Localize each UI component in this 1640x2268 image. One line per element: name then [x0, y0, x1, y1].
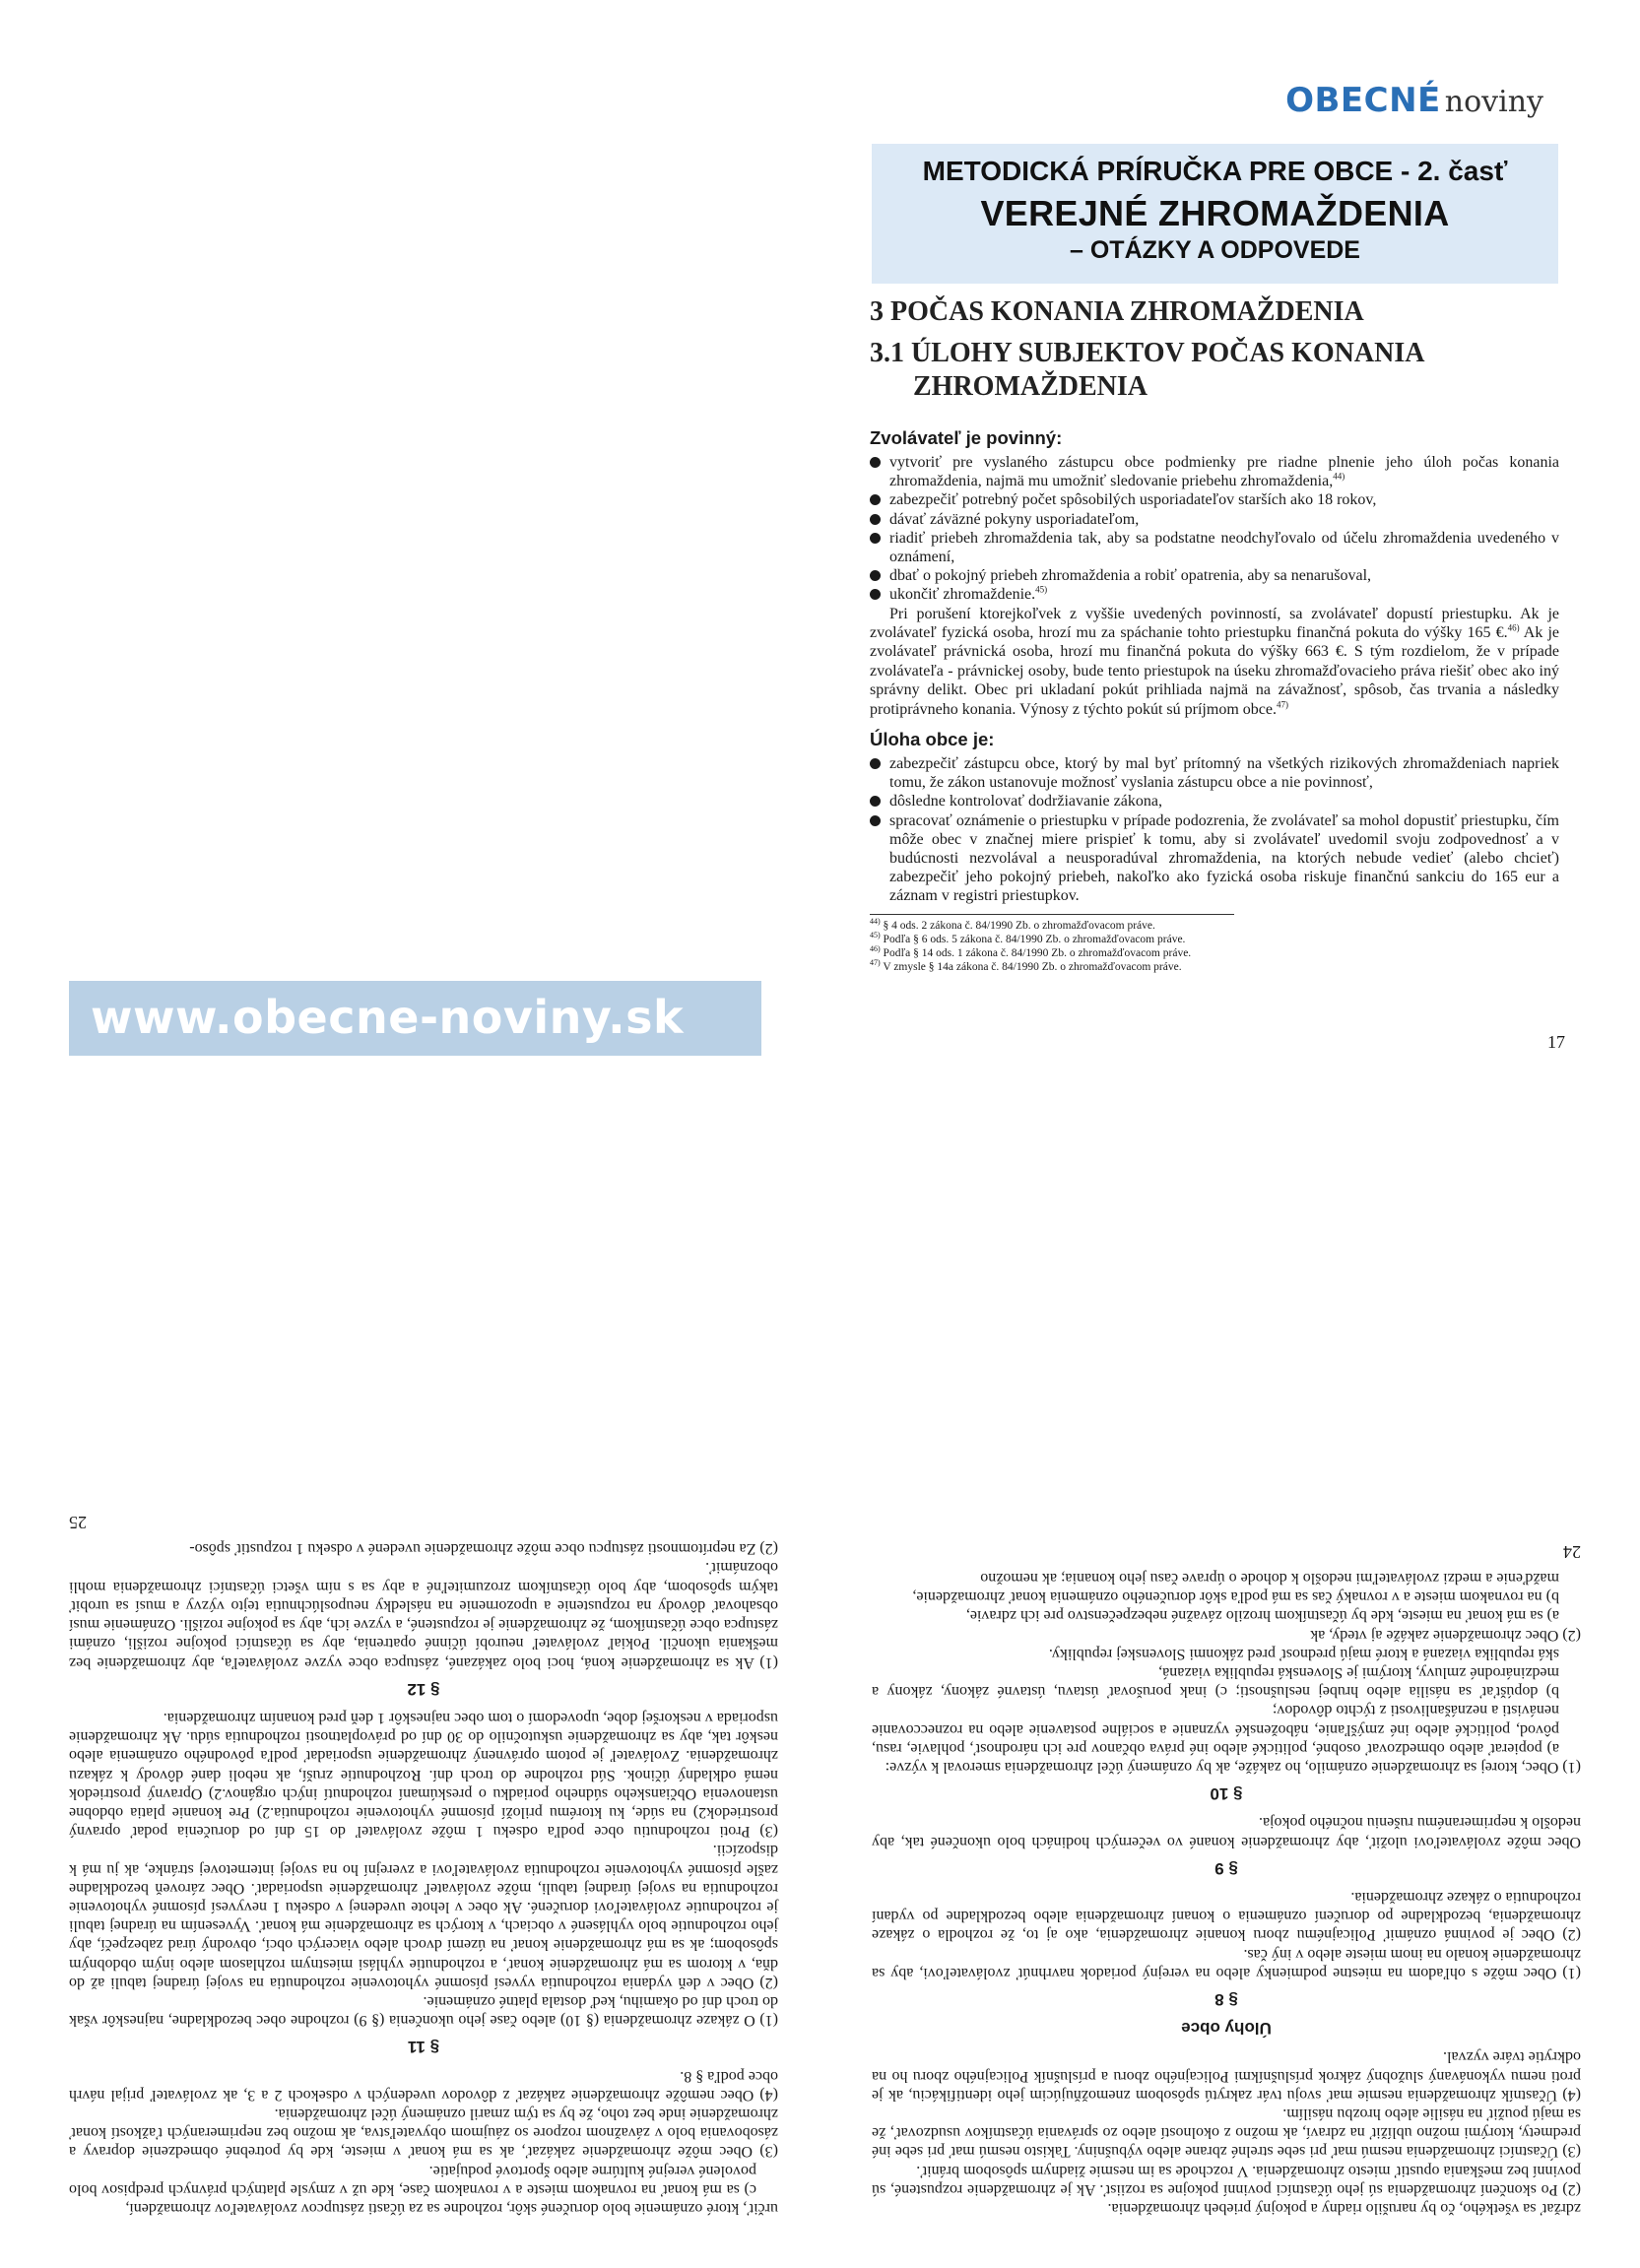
text-line: (2) Obec je povinná oznámiť Policajnému zboru konanie zhromaždenia, ako aj to, že rozhodla o zákaze zhromaždenia, bezodkladne po doručení oznámenia o konaní zhromaždenia alebo bezodkladne po vydaní rozhodnutia o zákaze zhromaždenia.: [872, 1888, 1581, 1944]
upside-down-page-24: [872, 1194, 1581, 2218]
section-mark-8: § 8: [1214, 1989, 1238, 2009]
text-line: c) sa má konať na rovnakom mieste a v rovnakom čase, kde už v zmysle platných právnych predpisov bolo povolené verejné kultúrne alebo športové podujatie.: [69, 2162, 756, 2198]
section-mark-12: § 12: [407, 1679, 440, 1699]
list-item: dbať o pokojný priebeh zhromaždenia a robiť opatrenia, aby sa nenarušoval,: [870, 566, 1559, 585]
section-heading: [870, 337, 1559, 404]
logo-part-noviny: noviny: [1444, 85, 1543, 119]
page-number-24: 24: [1563, 1541, 1581, 1562]
text-line: (2) Za neprítomnosti zástupcu obce môže zhromaždenie uvedené v odseku 1 rozpustiť spôso-: [189, 1540, 778, 1558]
series-title: METODICKÁ PRÍRUČKA PRE OBCE - 2. časť: [922, 156, 1508, 186]
text-line: (3) Proti rozhodnutiu obce podľa odseku 1 môže zvolávateľ do 15 dní od doručenia podať opravný prostriedok2) na súde, ku ktorému priloží písomné vyhotovenie rozhodnutia.2) Pre konanie platia obdobne ustanovenia Občianskeho súdneho poriadku o preskúmaní rozhodnutí iných orgánov.2) Opravný prostriedok nemá odkladný účinok. Súd rozhodne do troch dní. Rozhodnutie zruší, ak neboli dané dôvody k zákazu zhromaždenia. Zvolávateľ je potom oprávnený zhromaždenie usporiadať podľa pôvodného oznámenia alebo neskôr tak, aby sa zhromaždenie uskutočnilo do 30 dní od právoplatnosti rozhodnutia súdu. Ak zhromaždenie usporiada v neskoršej dobe, upovedomí o tom obec najneskôr 1 deň pred konaním zhromaždenia.: [69, 1709, 778, 1841]
text-line: (2) Obec v deň vydania rozhodnutia vyvesí písomné vyhotovenie rozhodnutia na svojej úradnej tabuli až do dňa, v ktorom sa má zhromaždenie konať, a rozhodnutie vyhlási miestnym rozhlasom alebo iným obdobným spôsobom; ak sa má zhromaždenie konať na území dvoch alebo viacerých obcí, obvodný úrad zabezpečí, aby jeho rozhodnutie bolo vyhlásené v obciach, v ktorých sa zhromaždenie má konať. Vyvesením na úradnej tabuli je rozhodnutie zvolávateľovi doručené. Ak obec v lehote uvedenej v odseku 1 nevyvesí písomné vyhotovenie rozhodnutia na svojej úradnej tabuli, môže zvolávateľ zhromaždenie usporiadať. Obec zároveň bezodkladne zašle písomné vyhotovenie rozhodnutia zvolávateľovi a zverejní ho na svojej internetovej stránke, ak ju má k dispozícii.: [69, 1842, 778, 1991]
text-line: (2) Po skončení zhromaždenia sú jeho účastníci povinní pokojne sa roziisť. Ak je zhromaždenie rozpustené, sú povinní bez meškania opustiť miesto zhromaždenia. V rozchode sa im nesmie žiadnym spôsobom brániť.: [872, 2162, 1581, 2198]
upside-down-page-25: [69, 1194, 778, 2218]
page-number-25: 25: [69, 1513, 87, 1533]
masthead-logo: [1285, 81, 1543, 120]
footnote: $^{47)}$ V zmysle § 14a zákona č. 84/1990 Zb. o zhromažďovacom práve.: [870, 957, 1182, 973]
text-line: b) dopúšťať sa násilia alebo hrubej neslušnosti; c) inak porušovať ústavu, ústavné zákony, zákony a medzinárodné zmluvy, ktorými je Slovenská republika viazaná,: [872, 1663, 1559, 1701]
text-line: Obec môže zvolávateľovi uložiť, aby zhromaždenie konané vo večerných hodinách bolo ukončené tak, aby nedošlo k neprimeranému rušeniu nočného pokoja.: [872, 1814, 1581, 1850]
page-number-17: 17: [1547, 1032, 1565, 1052]
section-mark-11: § 11: [407, 2038, 440, 2057]
text-line: a) popierať alebo obmedzovať osobné, politické alebo iné práva občanov pre ich národnosť, pohlavie, rasu, pôvod, politické alebo iné zmýšľanie, náboženské vyznanie a sociálne postavenie alebo na rozneccovanie nenávisti a neznášanlivosti z týchto dôvodov;: [872, 1702, 1559, 1757]
website-url[interactable]: www.obecne-noviny.sk: [91, 991, 685, 1044]
subheading-ulohy-obce: Úlohy obce: [1181, 2019, 1272, 2039]
text-line: (1) Obec môže s ohľadom na miestne podmienky alebo na verejný poriadok navrhnúť zvolávateľovi, aby sa zhromaždenie konalo na inom mieste alebo v iný čas.: [872, 1945, 1581, 1981]
section-heading-line2: ZHROMAŽDENIA: [913, 371, 1148, 402]
logo-part-obecne: OBECNÉ: [1285, 81, 1441, 120]
text-line: (3) Obec môže zhromaždenie zakázať, ak sa má konať v mieste, kde by potrebné obmedzenie dopravy a zásobovania bolo v závažnom rozpore so záujmom obyvateľstva, ak možno bez neprimeraných ťažkostí konať zhromaždenie inde bez toho, že by sa tým zmaril oznámený účel zhromaždenia.: [69, 2105, 778, 2161]
section-heading-line1: 3.1 ÚLOHY SUBJEKTOV POČAS KONANIA: [870, 338, 1425, 368]
subtitle: – OTÁZKY A ODPOVEDE: [1070, 236, 1360, 264]
title-banner: [872, 144, 1558, 284]
list-item: riadiť priebeh zhromaždenia tak, aby sa podstatne neodchyľovalo od účelu zhromaždenia uvedeného v oznámení,: [870, 529, 1559, 566]
text-line: (1) O zákaze zhromaždenia (§ 10) alebo čase jeho ukončenia (§ 9) rozhodne obec bezodkladne, najneskôr však do troch dní od okamihu, keď dostala platné oznámenie.: [69, 1992, 778, 2030]
text-line: mažďenie a medzi zvolávateľmi nedošlo k dohode o úprave času jeho konania; ak nemožno: [980, 1569, 1559, 1587]
list-item: ukončiť zhromaždenie.$^{45)}$: [870, 585, 1559, 604]
penalty-paragraph: Pri porušení ktorejkoľvek z vyššie uvedených povinností, sa zvolávateľ dopustí priestupku. Ak je zvolávateľ fyzická osoba, hrozí mu za spáchanie tohto priestupku finančná pokuta do výšky 165 €.$^{46)}$ Ak je zvolávateľ právnická osoba, hrozí mu finančná pokuta do výšky 663 €. S tým rozdielom, že v prípade zvolávateľa - právnickej osoby, bude tento priestupok na úseku zhromažďovacieho práva riešiť obec ako iný správny delikt. Obec pri ukladaní pokút prihliada najmä na závažnosť, spôsob, čas trvania a následky protiprávneho konania. Výnosy z týchto pokút sú príjmom obce.$^{47)}$: [870, 605, 1560, 718]
list-item: zabezpečiť zástupcu obce, ktorý by mal byť prítomný na všetkých rizikových zhromaždeniach napriek tomu, že zákon ustanovuje možnosť vyslania zástupcu obce a nie povinnosť,: [870, 754, 1559, 792]
text-line: (1) Obec, ktorej sa zhromaždenie oznámilo, ho zakáže, ak by oznámený účel zhromaždenia smeroval k výzve:: [885, 1758, 1581, 1776]
section-mark-10: § 10: [1210, 1784, 1243, 1804]
text-line: (3) Účastníci zhromaždenia nesmú mať pri sebe strelné zbrane alebo výbušniny. Takisto nesmú mať pri sebe iné predmety, ktorými možno ublížiť na zdraví, ak možno z okolností alebo zo správania účastníkov usudzovať, že sa majú použiť na násilie alebo hrozbu násilím.: [872, 2105, 1581, 2161]
footnote-divider: [870, 914, 1234, 915]
text-line: (4) Účastník zhromaždenia nesmie mať svoju tvár zakrytú spôsobom znemožňujúcim jeho identifikáciu, ak je proti nemu vykonávaný služobný zákrok príslušníkmi Policajného zboru a príslušník Policajného zboru ho na odkrytie tváre vyzval.: [872, 2048, 1581, 2104]
duties-list: [870, 453, 1559, 605]
footnote: $^{46)}$ Podľa § 14 ods. 1 zákona č. 84/1990 Zb. o zhromažďovacom práve.: [870, 943, 1192, 959]
text-line: určiť, ktoré oznámenie bolo doručené skôr, rozhodne sa za účasti zástupcov zvolávateľov zhromaždení,: [125, 2200, 778, 2217]
text-line: a) sa má konať na mieste, kde by účastníkom hrozilo závažné nebezpečenstvo pre ich zdravie,: [965, 1607, 1559, 1625]
subheading-uloha-obce: Úloha obce je:: [870, 729, 995, 750]
footnote: $^{44)}$ § 4 ods. 2 zákona č. 84/1990 Zb. o zhromažďovacom práve.: [870, 916, 1155, 932]
website-banner[interactable]: [69, 981, 761, 1056]
list-item: vytvoriť pre vyslaného zástupcu obce podmienky pre riadne plnenie jeho úloh počas konania zhromaždenia, najmä mu umožniť sledovanie priebehu zhromaždenia,$^{44)}$: [870, 453, 1559, 490]
text-line: zdržať sa všetkého, čo by narušilo riadny a pokojný priebeh zhromaždenia.: [1107, 2200, 1581, 2217]
main-title: VEREJNÉ ZHROMAŽDENIA: [980, 193, 1450, 233]
municipality-tasks-list: [870, 754, 1559, 906]
text-line: (1) Ak sa zhromaždenie koná, hoci bolo zakázané, zástupca obce vyzve zvolávateľa, aby zhromaždenie bez meškania ukončil. Pokiaľ zvolávateľ neurobí účinné opatrenia, aby sa účastníci pokojne rozišli, oznámi zástupca obce účastníkom, že zhromaždenie je rozpustené, a vyzve ich, aby sa pokojne rozišli. Oznámenie musí obsahovať dôvody na rozpustenie a upozornenie na následky neuposlúchnutia tejto výzvy a musí sa urobiť takým spôsobom, aby bolo účastníkom zrozumiteľné a aby sa s ním všetci účastníci zhromaždenia mohli oboznámiť.: [69, 1559, 778, 1671]
page-17: [870, 295, 1559, 974]
section-mark-9: § 9: [1214, 1858, 1238, 1878]
list-item: spracovať oznámenie o priestupku v prípade podozrenia, že zvolávateľ sa mohol dopustiť priestupku, čím môže obec v značnej miere prispieť k tomu, aby si zvolávateľ uvedomil svoju zodpovednosť a v budúcnosti nezvolával a neusporadúval zhromaždenia, na ktorých nebude vedieť (alebo chcieť) zabezpečiť jeho pokojný priebeh, nakoľko ako fyzická osoba riskuje finančnú sankciu do 165 eur a záznam v registri priestupkov.: [870, 811, 1559, 906]
text-line: (2) Obec zhromaždenie zakáže aj vtedy, ak: [1310, 1626, 1581, 1644]
footnote: $^{45)}$ Podľa § 6 ods. 5 zákona č. 84/1990 Zb. o zhromažďovacom práve.: [870, 930, 1186, 945]
chapter-heading: 3 POČAS KONANIA ZHROMAŽDENIA: [870, 296, 1364, 327]
list-item: dôsledne kontrolovať dodržiavanie zákona,: [870, 792, 1559, 810]
subheading-zvolavatel: Zvolávateľ je povinný:: [870, 427, 1063, 448]
list-item: zabezpečiť potrebný počet spôsobilých usporiadateľov starších ako 18 rokov,: [870, 490, 1559, 509]
text-line: ská republika viazaná a ktoré majú prednosť pred zákonmi Slovenskej republiky.: [1048, 1645, 1559, 1662]
text-line: b) na rovnakom mieste a v rovnaký čas sa má podľa skôr doručeného oznámenia konať zhromaždenie,: [912, 1588, 1559, 1606]
list-item: dávať záväzné pokyny usporiadateľom,: [870, 510, 1559, 529]
text-line: (4) Obec nemôže zhromaždenie zakázať z dôvodov uvedených v odsekoch 2 a 3, ak zvolávateľ prijal návrh obce podľa § 8.: [69, 2067, 778, 2104]
